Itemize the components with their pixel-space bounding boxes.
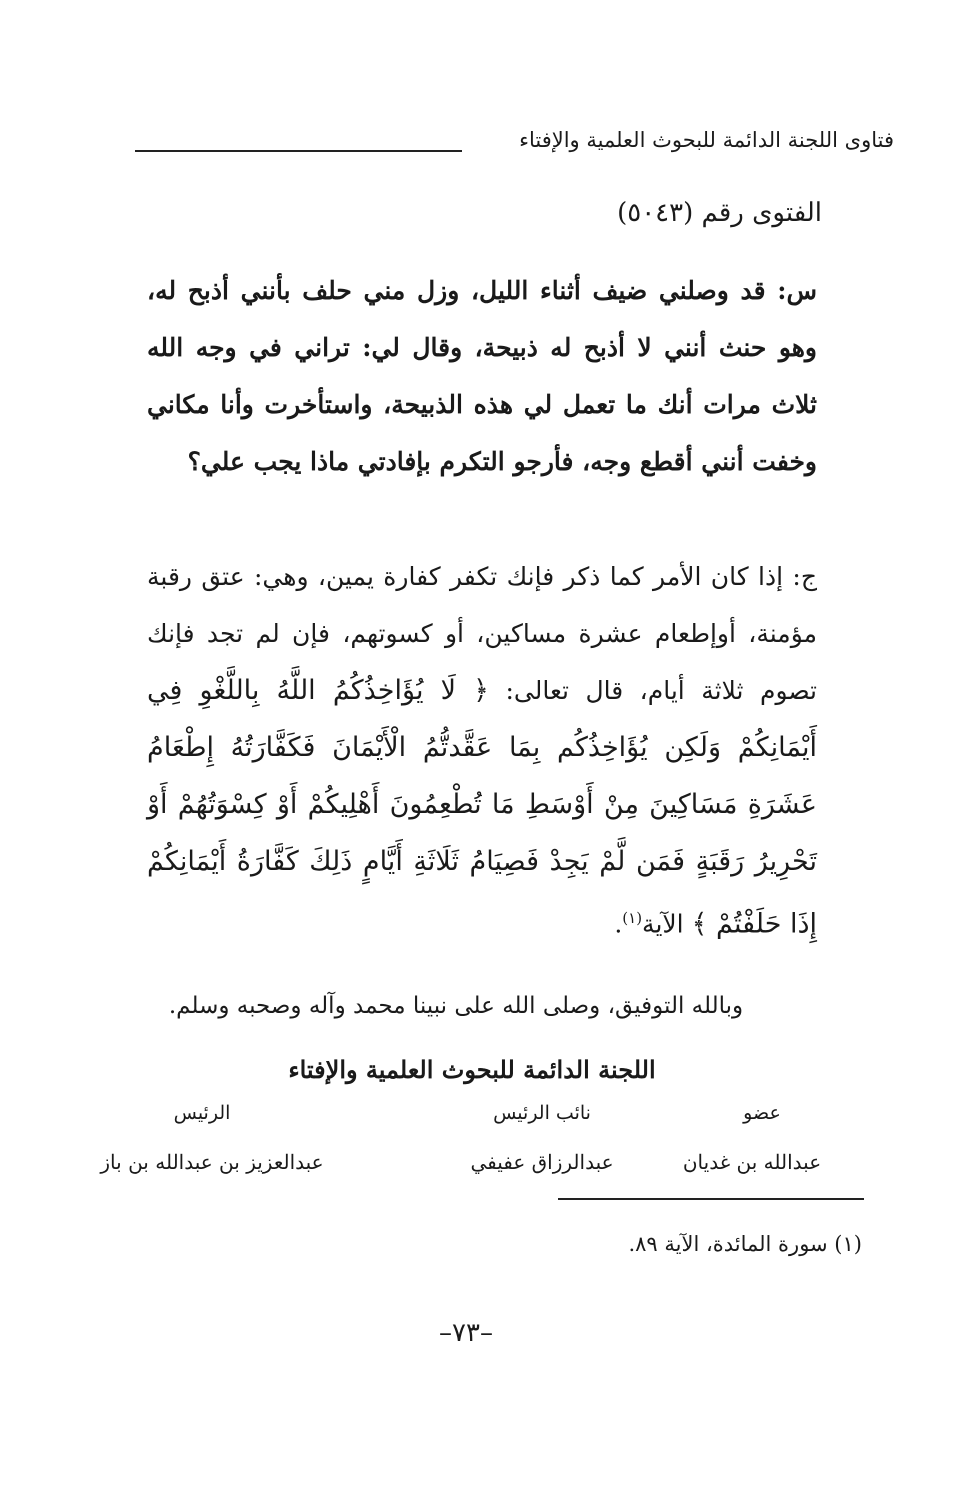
page-number: –٧٣– (439, 1318, 493, 1348)
header-rule (135, 150, 462, 152)
closing-line: وبالله التوفيق، وصلى الله على نبينا محمد وآله وصحبه وسلم. (168, 993, 744, 1019)
footnote: (١) سورة المائدة، الآية ٨٩. (628, 1232, 862, 1256)
signatory-roles (0, 1102, 962, 1132)
answer-paragraph (147, 548, 817, 952)
footnote-reference: (١) (622, 909, 643, 927)
header-title: فتاوى اللجنة الدائمة للبحوث العلمية والإفتاء (519, 128, 894, 152)
president-name: عبدالعزيز بن عبدالله بن باز (100, 1150, 324, 1174)
committee-title: اللجنة الدائمة للبحوث العلمية والإفتاء (288, 1055, 656, 1084)
vice-president-role: نائب الرئيس (493, 1102, 591, 1124)
signatory-names (0, 1150, 962, 1180)
answer-ending-punct: . (614, 909, 623, 939)
member-name: عبدالله بن غديان (682, 1150, 822, 1174)
answer-ending: الآية (642, 909, 684, 939)
quran-verse: ﴿ لَا يُؤَاخِذُكُمُ اللَّهُ بِاللَّغْوِ فِي أَيْمَانِكُمْ وَلَكِن يُؤَاخِذُكُم بِمَا عَقَّدتُّمُ الْأَيْمَانَ فَكَفَّارَتُهُ إِطْعَامُ عَشَرَةِ مَسَاكِينَ مِنْ أَوْسَطِ مَا تُطْعِمُونَ أَهْلِيكُمْ أَوْ كِسْوَتُهُمْ أَوْ تَحْرِيرُ رَقَبَةٍ فَمَن لَّمْ يَجِدْ فَصِيَامُ ثَلَاثَةِ أَيَّامٍ ذَلِكَ كَفَّارَةُ أَيْمَانِكُمْ إِذَا حَلَفْتُمْ ﴾ (147, 675, 817, 940)
question-paragraph: س: قد وصلني ضيف أثناء الليل، وزل مني حلف بأنني أذبح له، وهو حنث أنني لا أذبح له ذبيحة، وقال لي: تراني في وجه الله ثلاث مرات أنك ما تعمل لي هذه الذبيحة، واستأخرت وأنا مكاني وخفت أنني أقطع وجه، فأرجو التكرم بإفادتي ماذا يجب علي؟ (147, 276, 817, 476)
answer-intro: ج: إذا كان الأمر كما ذكر فإنك تكفر كفارة يمين، وهي: عتق رقبة مؤمنة، أوإطعام عشرة مساكين، أو كسوتهم، فإن لم تجد فإنك تصوم ثلاثة أيام، قال تعالى: (147, 562, 818, 705)
footnote-rule (558, 1198, 864, 1200)
member-role: عضو (743, 1102, 781, 1124)
running-header (135, 128, 894, 168)
vice-president-name: عبدالرزاق عفيفي (470, 1150, 614, 1174)
president-role: الرئيس (173, 1102, 231, 1124)
fatwa-number: الفتوى رقم (٥٠٤٣) (617, 198, 822, 228)
